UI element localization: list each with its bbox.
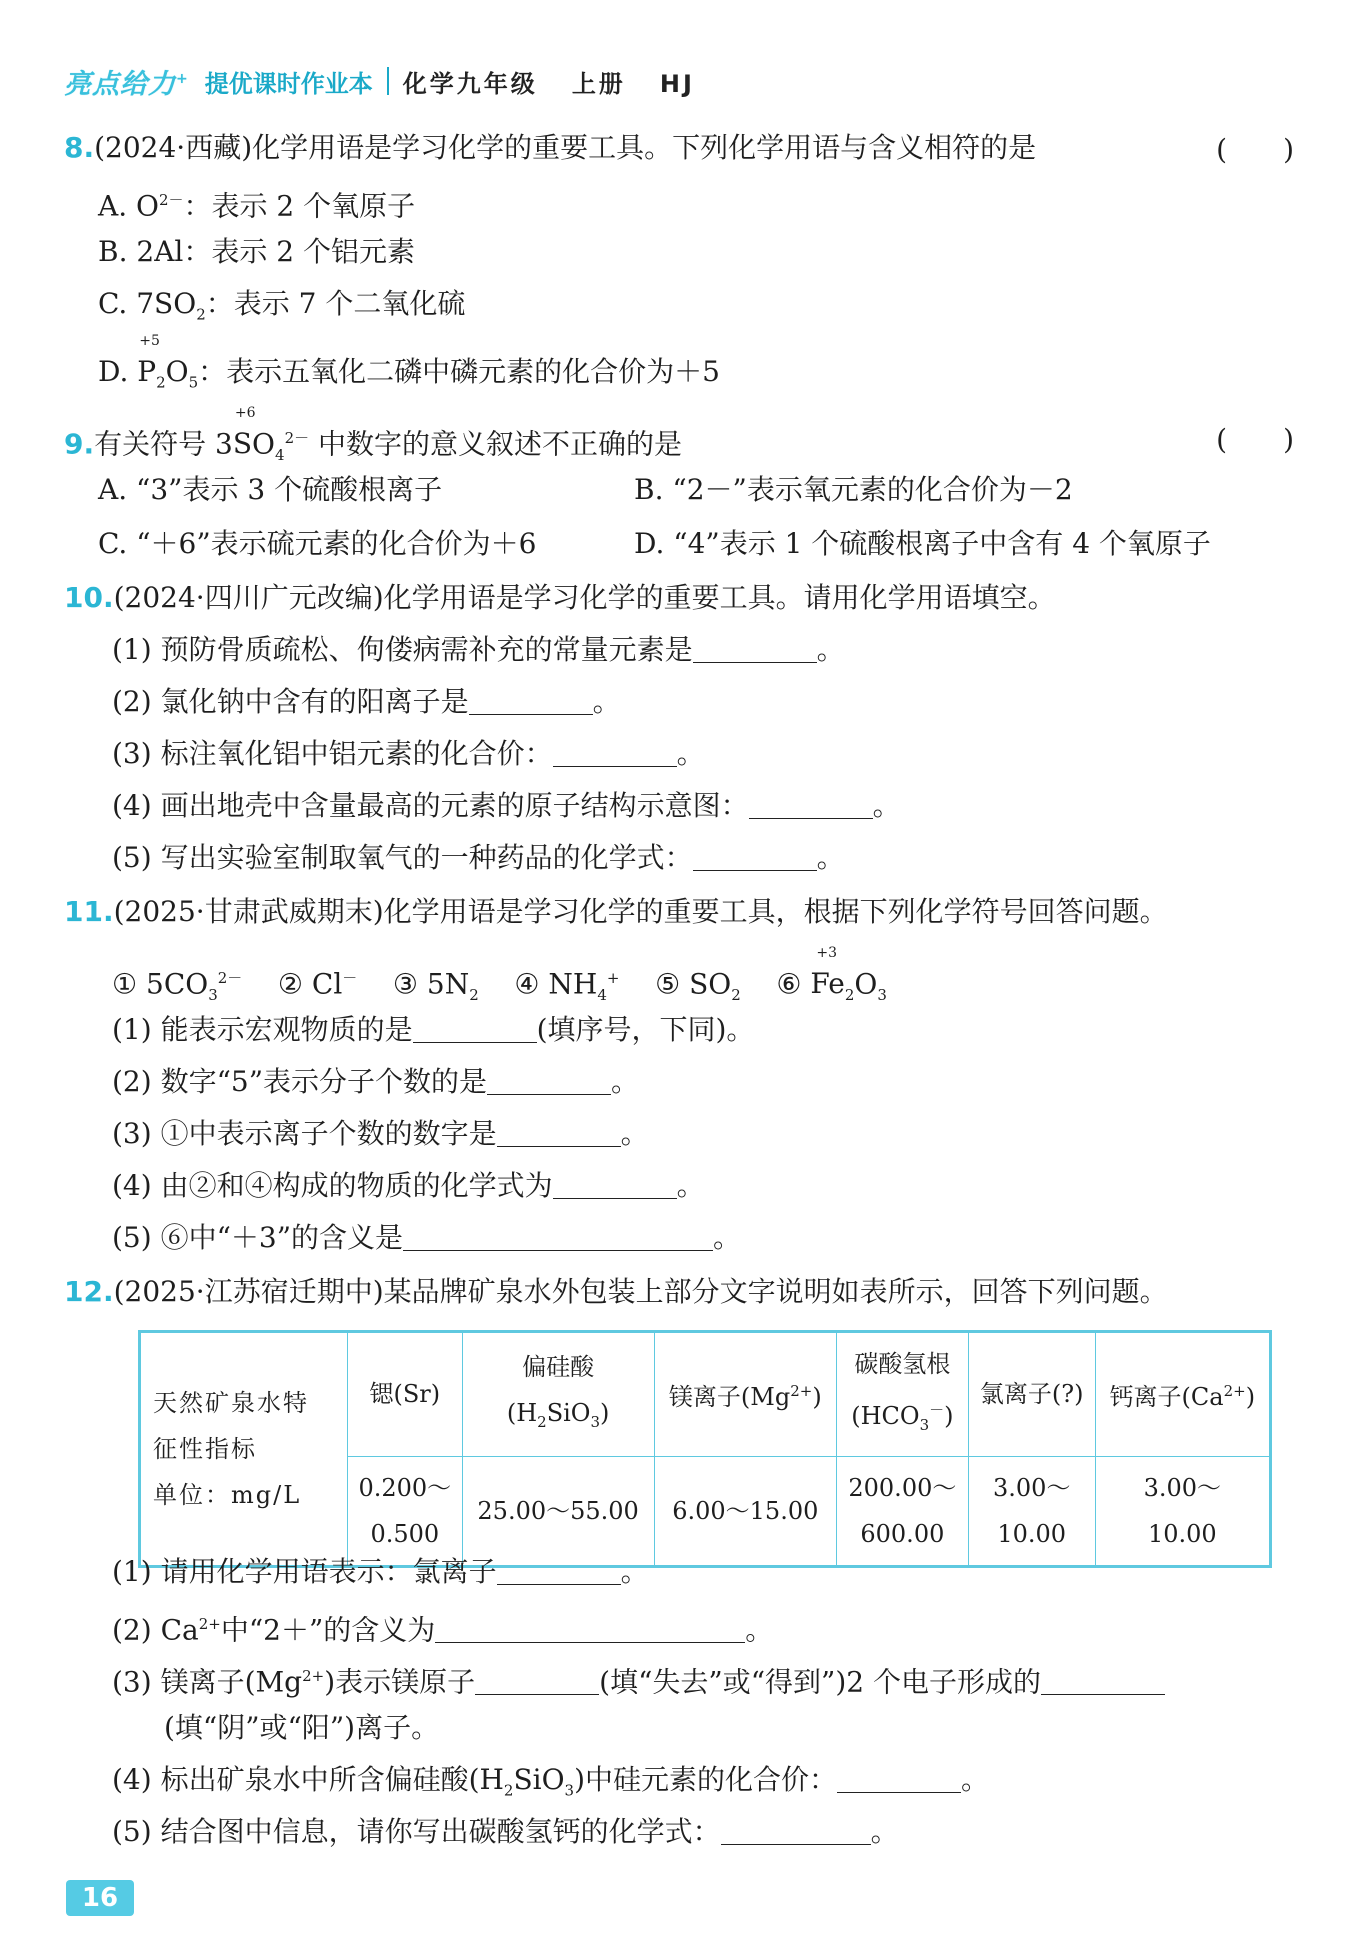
header-cl: 氯离子(?): [968, 1332, 1095, 1457]
book-title: 提优课时作业本: [204, 69, 373, 98]
symbol-list: ① $5CO_3^{2-}$ ② Cl－ ③ $5N_2$ ④ $NH_4^+$ ⑤ $SO_2$ ⑥ +3 $Fe_2O_3$: [112, 945, 887, 1004]
option-a: A. “3”表示 3 个硫酸根离子: [98, 473, 443, 506]
option-b: B. “2－”表示氧元素的化合价为－2: [634, 473, 1073, 506]
q12-item-1: (1) 请用化学用语表示：氯离子 。: [112, 1555, 649, 1588]
question-number: 9.: [64, 427, 95, 461]
header-hco3: 碳酸氢根 $(HCO_3^-)$: [836, 1332, 968, 1457]
value-hco3: 200.00～ 600.00: [836, 1456, 968, 1566]
value-ca: 3.00～ 10.00: [1095, 1456, 1270, 1566]
answer-blank[interactable]: [413, 1012, 537, 1043]
question-number: 10.: [64, 581, 114, 614]
q11-item-3: (3) ①中表示离子个数的数字是 。: [112, 1117, 649, 1150]
answer-blank[interactable]: [487, 1064, 611, 1095]
q10-item-5: (5) 写出实验室制取氧气的一种药品的化学式： 。: [112, 841, 845, 874]
option-c: C. $7SO_2$：表示 7 个二氧化硫: [98, 287, 466, 324]
answer-blank[interactable]: [749, 788, 873, 819]
header-h2sio3: 偏硅酸 $(H_2SiO_3)$: [462, 1332, 654, 1457]
value-h2sio3: 25.00～55.00: [462, 1456, 654, 1566]
page-header: [64, 58, 695, 104]
answer-blank[interactable]: [721, 1814, 871, 1845]
answer-blank[interactable]: [435, 1612, 745, 1643]
option-c: C. “＋6”表示硫元素的化合价为＋6: [98, 527, 537, 560]
answer-blank[interactable]: [1041, 1664, 1165, 1695]
answer-paren[interactable]: ( ): [1216, 423, 1294, 456]
question-number: 11.: [64, 895, 114, 928]
q12-item-4: (4) 标出矿泉水中所含偏硅酸$(H_2SiO_3)$中硅元素的化合价： 。: [112, 1763, 990, 1800]
answer-paren[interactable]: ( ): [1216, 133, 1294, 166]
option-d: D. “4”表示 1 个硫酸根离子中含有 4 个氧原子: [634, 527, 1211, 560]
page-number: 16: [66, 1880, 134, 1916]
answer-blank[interactable]: [837, 1762, 961, 1793]
grade-label: 化学九年级 上册 HJ: [402, 69, 695, 98]
q10-item-3: (3) 标注氧化铝中铝元素的化合价： 。: [112, 737, 705, 770]
header-ca: 钙离子$(Ca^{2+})$: [1095, 1332, 1270, 1457]
question-10: 10.(2024·四川广元改编)化学用语是学习化学的重要工具。请用化学用语填空。: [64, 581, 1056, 614]
answer-blank[interactable]: [497, 1554, 621, 1585]
answer-blank[interactable]: [553, 1168, 677, 1199]
q12-item-5: (5) 结合图中信息，请你写出碳酸氢钙的化学式： 。: [112, 1815, 899, 1848]
question-8: [64, 128, 1036, 168]
answer-blank[interactable]: [403, 1220, 713, 1251]
answer-blank[interactable]: [553, 736, 677, 767]
value-sr: 0.200～ 0.500: [348, 1456, 463, 1566]
question-number: 12.: [64, 1275, 114, 1308]
answer-blank[interactable]: [475, 1664, 599, 1695]
question-stem: (2024·西藏)化学用语是学习化学的重要工具。下列化学用语与含义相符的是: [94, 131, 1037, 164]
q12-item-2: (2) $Ca^{2+}$中“2＋”的含义为 。: [112, 1613, 774, 1647]
q11-item-4: (4) 由②和④构成的物质的化学式为 。: [112, 1169, 705, 1202]
q11-item-2: (2) 数字“5”表示分子个数的是 。: [112, 1065, 640, 1098]
mineral-water-table: [138, 1330, 1272, 1568]
answer-blank[interactable]: [497, 1116, 621, 1147]
question-9: 9.有关符号 3 +6 $SO_4^{2-}$ 中数字的意义叙述不正确的是: [64, 405, 683, 464]
q11-item-1: (1) 能表示宏观物质的是 (填序号，下同)。: [112, 1013, 755, 1046]
q10-item-4: (4) 画出地壳中含量最高的元素的原子结构示意图： 。: [112, 789, 901, 822]
option-d: D. +5 $P_2O_5$：表示五氧化二磷中磷元素的化合价为＋5: [98, 333, 720, 392]
question-11: 11.(2025·甘肃武威期末)化学用语是学习化学的重要工具，根据下列化学符号回答问题。: [64, 895, 1168, 928]
header-mg: 镁离子$(Mg^{2+})$: [654, 1332, 836, 1457]
q12-item-3: (3) 镁离子$(Mg^{2+})$表示镁原子 (填“失去”或“得到”)2 个电子形成的: [112, 1656, 1165, 1702]
question-number: 8.: [64, 131, 95, 164]
brand-logo: 亮点给力+: [64, 68, 189, 100]
table-row-header: 天然矿泉水特 征性指标 单位：mg/L: [140, 1332, 348, 1567]
answer-blank[interactable]: [693, 632, 817, 663]
answer-blank[interactable]: [469, 684, 593, 715]
header-sr: 锶(Sr): [348, 1332, 463, 1457]
option-b: B. 2Al：表示 2 个铝元素: [98, 235, 415, 268]
value-cl: 3.00～ 10.00: [968, 1456, 1095, 1566]
q11-item-5: (5) ⑥中“＋3”的含义是 。: [112, 1221, 742, 1254]
value-mg: 6.00～15.00: [654, 1456, 836, 1566]
q10-item-2: (2) 氯化钠中含有的阳离子是 。: [112, 685, 621, 718]
header-divider: [387, 67, 389, 95]
option-a: A. $O^{2-}$：表示 2 个氧原子: [98, 189, 416, 223]
question-12: 12.(2025·江苏宿迁期中)某品牌矿泉水外包装上部分文字说明如表所示，回答下列问题。: [64, 1275, 1168, 1308]
q10-item-1: (1) 预防骨质疏松、佝偻病需补充的常量元素是 。: [112, 633, 845, 666]
q12-item-3-cont: (填“阴”或“阳”)离子。: [164, 1711, 440, 1744]
answer-blank[interactable]: [693, 840, 817, 871]
